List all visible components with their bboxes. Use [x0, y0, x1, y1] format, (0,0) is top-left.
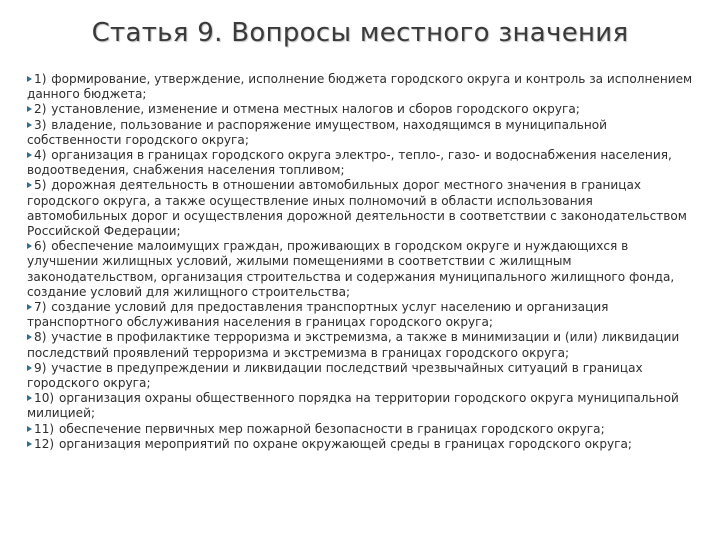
- list-item-6: [27, 239, 695, 300]
- list-item-4: [27, 148, 695, 178]
- item-text: организация в границах городского округа электро-, тепло-, газо- и водоснабжения населения, водоотведения, снабжения населения топливом;: [27, 148, 672, 178]
- item-text: владение, пользование и распоряжение имуществом, находящимся в муниципальной собственности городского округа;: [27, 117, 608, 147]
- triangle-bullet-icon: [27, 334, 32, 340]
- item-number: 1): [34, 72, 47, 86]
- item-text: создание условий для предоставления транспортных услуг населению и организация транспортного обслуживания населения в границах городского округа;: [27, 300, 609, 330]
- item-number: 2): [34, 102, 47, 117]
- item-number: 9): [34, 360, 47, 375]
- triangle-bullet-icon: [27, 441, 32, 447]
- triangle-bullet-icon: [27, 122, 32, 128]
- triangle-bullet-icon: [27, 106, 32, 112]
- item-text: дорожная деятельность в отношении автомобильных дорог местного значения в границах городского округа, а также осуществление иных полномочий в области использования автомобильных дорог и осуществления дорожной деятельности в соответствии с законодательством Российской Федерации;: [27, 178, 687, 239]
- list-item-2: [27, 102, 695, 117]
- item-number: 12): [34, 436, 55, 451]
- item-number: 8): [34, 330, 47, 345]
- item-number: 7): [34, 300, 47, 315]
- item-number: 5): [34, 178, 47, 193]
- list-item-3: [27, 118, 695, 148]
- item-text: обеспечение малоимущих граждан, проживающих в городском округе и нуждающихся в улучшении жилищных условий, жилыми помещениями в соответствии с жилищным законодательством, организация строительства и содержания муниципального жилищного фонда, создание условий для жилищного строительства;: [27, 239, 675, 299]
- triangle-bullet-icon: [27, 365, 32, 371]
- item-number: 11): [34, 421, 55, 436]
- list-item-8: [27, 330, 695, 360]
- list-item-11: [27, 422, 695, 437]
- item-text: организация охраны общественного порядка на территории городского округа муниципальной милицией;: [27, 391, 679, 421]
- triangle-bullet-icon: [27, 426, 32, 432]
- article-list: [27, 72, 695, 452]
- item-number: 3): [34, 117, 47, 132]
- list-item-10: [27, 391, 695, 421]
- list-item-7: [27, 300, 695, 330]
- list-item-9: [27, 361, 695, 391]
- list-item-5: [27, 178, 695, 239]
- list-item-1: [27, 72, 695, 102]
- triangle-bullet-icon: [27, 76, 32, 82]
- item-text: участие в профилактике терроризма и экстремизма, а также в минимизации и (или) ликвидации последствий проявлений терроризма и экстремизма в границах городского округа;: [27, 330, 680, 360]
- triangle-bullet-icon: [27, 304, 32, 310]
- item-text: организация мероприятий по охране окружающей среды в границах городского округа;: [58, 436, 633, 451]
- page-title: Статья 9. Вопросы местного значения: [91, 18, 629, 48]
- item-text: участие в предупреждении и ликвидации последствий чрезвычайных ситуаций в границах городского округа;: [27, 360, 643, 391]
- list-item-12: [27, 437, 695, 452]
- item-number: 10): [34, 391, 55, 406]
- item-number: 4): [34, 148, 47, 163]
- triangle-bullet-icon: [27, 243, 32, 249]
- triangle-bullet-icon: [27, 152, 32, 158]
- item-text: обеспечение первичных мер пожарной безопасности в границах городского округа;: [58, 421, 605, 436]
- triangle-bullet-icon: [27, 182, 32, 188]
- item-number: 6): [34, 239, 47, 254]
- item-text: формирование, утверждение, исполнение бюджета городского округа и контроль за исполнением данного бюджета;: [27, 72, 693, 102]
- triangle-bullet-icon: [27, 395, 32, 401]
- item-text: установление, изменение и отмена местных налогов и сборов городского округа;: [51, 102, 580, 117]
